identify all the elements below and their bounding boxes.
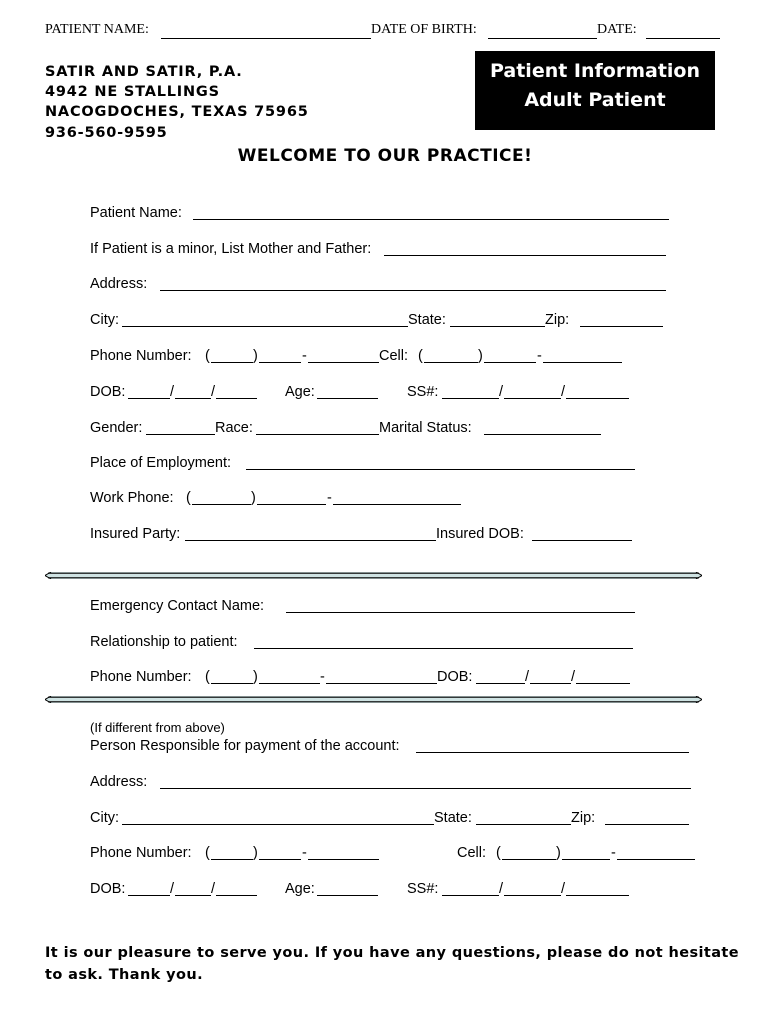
city-field[interactable] [122, 326, 408, 327]
emergency-phone-paren-close: ) [253, 669, 258, 685]
emergency-dob-year-field[interactable] [576, 683, 630, 684]
responsible-age-field[interactable] [317, 895, 378, 896]
responsible-cell-paren-close: ) [556, 845, 561, 861]
responsible-phone-area-field[interactable] [211, 859, 253, 860]
title-box [475, 51, 715, 130]
emergency-dob-month-field[interactable] [476, 683, 525, 684]
ss-part2-field[interactable] [504, 398, 561, 399]
minor-parents-label: If Patient is a minor, List Mother and Father: [90, 241, 372, 257]
emergency-phone-prefix-field[interactable] [259, 683, 320, 684]
footer-line-1: It is our pleasure to serve you. If you have any questions, please do not hesitate [45, 945, 739, 961]
insured-party-label: Insured Party: [90, 526, 181, 542]
responsible-dob-slash-2: / [211, 881, 216, 897]
responsible-ss-slash-2: / [561, 881, 566, 897]
dob-month-field[interactable] [128, 398, 170, 399]
employment-label: Place of Employment: [90, 455, 232, 471]
practice-name: SATIR AND SATIR, P.A. [45, 64, 243, 80]
phone-paren-open: ( [205, 348, 210, 364]
responsible-phone-dash: - [302, 845, 307, 861]
footer-line-2: to ask. Thank you. [45, 967, 204, 983]
cell-prefix-field[interactable] [484, 362, 536, 363]
responsible-cell-paren-open: ( [496, 845, 501, 861]
responsible-dob-month-field[interactable] [128, 895, 170, 896]
responsible-phone-label: Phone Number: [90, 845, 192, 861]
emergency-phone-line-field[interactable] [326, 683, 437, 684]
responsible-address-field[interactable] [160, 788, 691, 789]
dob-label: DOB: [90, 384, 126, 400]
responsible-cell-prefix-field[interactable] [562, 859, 610, 860]
cell-dash: - [537, 348, 542, 364]
insured-dob-label: Insured DOB: [436, 526, 524, 542]
work-phone-prefix-field[interactable] [257, 504, 326, 505]
marital-status-field[interactable] [484, 434, 601, 435]
emergency-dob-slash-2: / [571, 669, 576, 685]
cell-label: Cell: [379, 348, 409, 364]
work-phone-paren-close: ) [251, 490, 256, 506]
responsible-cell-line-field[interactable] [617, 859, 695, 860]
responsible-note: (If different from above) [90, 720, 225, 735]
responsible-cell-label: Cell: [457, 845, 487, 861]
address-field[interactable] [160, 290, 666, 291]
address-label: Address: [90, 276, 148, 292]
cell-paren-close: ) [478, 348, 483, 364]
responsible-ss-slash-1: / [499, 881, 504, 897]
work-phone-area-field[interactable] [192, 504, 251, 505]
relationship-field[interactable] [254, 648, 633, 649]
state-label: State: [408, 312, 446, 328]
emergency-phone-dash: - [320, 669, 325, 685]
work-phone-paren-open: ( [186, 490, 191, 506]
responsible-phone-line-field[interactable] [308, 859, 379, 860]
phone-area-field[interactable] [211, 362, 253, 363]
top-dob-line[interactable] [488, 38, 597, 39]
cell-paren-open: ( [418, 348, 423, 364]
ss-slash-1: / [499, 384, 504, 400]
cell-area-field[interactable] [424, 362, 478, 363]
dob-slash-2: / [211, 384, 216, 400]
phone-label: Phone Number: [90, 348, 192, 364]
emergency-name-field[interactable] [286, 612, 635, 613]
emergency-phone-paren-open: ( [205, 669, 210, 685]
practice-phone: 936-560-9595 [45, 125, 168, 141]
marital-status-label: Marital Status: [379, 420, 472, 436]
zip-label: Zip: [545, 312, 570, 328]
ss-part1-field[interactable] [442, 398, 499, 399]
practice-street: 4942 NE STALLINGS [45, 84, 220, 100]
emergency-dob-label: DOB: [437, 669, 473, 685]
responsible-cell-dash: - [611, 845, 616, 861]
responsible-person-label: Person Responsible for payment of the account: [90, 738, 400, 754]
patient-name-field[interactable] [193, 219, 669, 220]
race-label: Race: [215, 420, 253, 436]
emergency-dob-day-field[interactable] [530, 683, 571, 684]
practice-city: NACOGDOCHES, TEXAS 75965 [45, 104, 309, 120]
top-patient-name-line[interactable] [161, 38, 371, 39]
minor-parents-field[interactable] [384, 255, 666, 256]
responsible-dob-slash-1: / [170, 881, 175, 897]
title-box-line1: Patient Information [489, 60, 701, 82]
title-box-line2: Adult Patient [524, 89, 666, 111]
emergency-phone-area-field[interactable] [211, 683, 253, 684]
dob-slash-1: / [170, 384, 175, 400]
responsible-city-field[interactable] [122, 824, 434, 825]
top-patient-name-label: PATIENT NAME: [45, 22, 149, 37]
responsible-state-label: State: [434, 810, 472, 826]
responsible-ss-part3-field[interactable] [566, 895, 629, 896]
welcome-heading: WELCOME TO OUR PRACTICE! [237, 146, 533, 166]
phone-line-field[interactable] [308, 362, 379, 363]
patient-name-label: Patient Name: [90, 205, 182, 221]
emergency-dob-slash-1: / [525, 669, 530, 685]
responsible-city-label: City: [90, 810, 119, 826]
employment-field[interactable] [246, 469, 635, 470]
relationship-label: Relationship to patient: [90, 634, 238, 650]
gender-label: Gender: [90, 420, 143, 436]
section-divider-2 [45, 696, 702, 703]
responsible-dob-year-field[interactable] [216, 895, 257, 896]
responsible-ss-label: SS#: [407, 881, 439, 897]
phone-prefix-field[interactable] [259, 362, 301, 363]
responsible-phone-paren-close: ) [253, 845, 258, 861]
responsible-dob-label: DOB: [90, 881, 126, 897]
phone-paren-close: ) [253, 348, 258, 364]
dob-day-field[interactable] [175, 398, 211, 399]
ss-slash-2: / [561, 384, 566, 400]
work-phone-line-field[interactable] [333, 504, 461, 505]
phone-dash: - [302, 348, 307, 364]
emergency-phone-label: Phone Number: [90, 669, 192, 685]
responsible-age-label: Age: [285, 881, 315, 897]
responsible-dob-day-field[interactable] [175, 895, 211, 896]
dob-year-field[interactable] [216, 398, 257, 399]
responsible-address-label: Address: [90, 774, 148, 790]
responsible-ss-part1-field[interactable] [442, 895, 499, 896]
ss-part3-field[interactable] [566, 398, 629, 399]
responsible-zip-label: Zip: [571, 810, 596, 826]
zip-field[interactable] [580, 326, 663, 327]
responsible-ss-part2-field[interactable] [504, 895, 561, 896]
emergency-name-label: Emergency Contact Name: [90, 598, 265, 614]
insured-dob-field[interactable] [532, 540, 632, 541]
responsible-zip-field[interactable] [605, 824, 689, 825]
state-field[interactable] [450, 326, 545, 327]
top-date-label: DATE: [597, 22, 637, 37]
ss-label: SS#: [407, 384, 439, 400]
top-date-line[interactable] [646, 38, 720, 39]
cell-line-field[interactable] [543, 362, 622, 363]
section-divider-1 [45, 572, 702, 579]
responsible-person-field[interactable] [416, 752, 689, 753]
top-dob-label: DATE OF BIRTH: [371, 22, 477, 37]
age-field[interactable] [317, 398, 378, 399]
responsible-cell-area-field[interactable] [502, 859, 556, 860]
age-label: Age: [285, 384, 315, 400]
work-phone-dash: - [327, 490, 332, 506]
work-phone-label: Work Phone: [90, 490, 174, 506]
race-field[interactable] [256, 434, 379, 435]
responsible-phone-paren-open: ( [205, 845, 210, 861]
responsible-state-field[interactable] [476, 824, 571, 825]
gender-field[interactable] [146, 434, 215, 435]
city-label: City: [90, 312, 119, 328]
insured-party-field[interactable] [185, 540, 436, 541]
responsible-phone-prefix-field[interactable] [259, 859, 301, 860]
